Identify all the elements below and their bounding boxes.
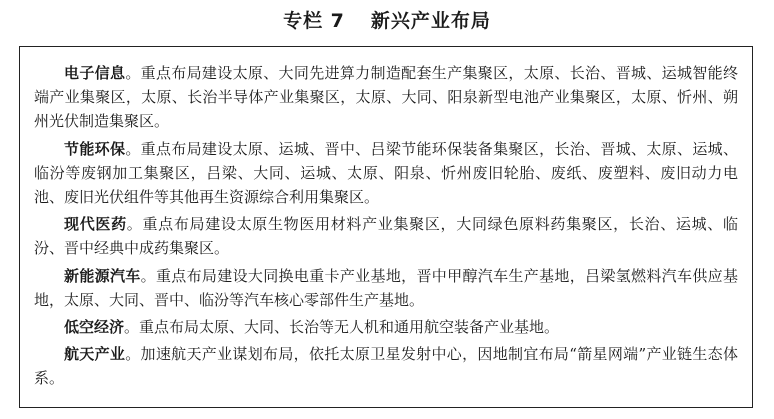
column-label: 专栏 7 bbox=[283, 10, 345, 32]
section-keyword: 航天产业 bbox=[64, 345, 126, 364]
section-text: 。重点布局建设大同换电重卡产业基地，晋中甲醇汽车生产基地，吕梁氢燃料汽车供应基地，太原、大同、晋中、临汾等汽车核心零部件生产基地。 bbox=[34, 266, 738, 309]
section-keyword: 节能环保 bbox=[64, 139, 126, 158]
section-modern-medicine bbox=[34, 212, 738, 260]
column-heading: 新兴产业布局 bbox=[370, 10, 491, 32]
section-text: 。重点布局建设太原生物医用材料产业集聚区，大同绿色原料药集聚区，长治、运城、临汾、晋中经典中成药集聚区。 bbox=[34, 215, 738, 258]
section-text: 。重点布局建设太原、运城、晋中、吕梁节能环保装备集聚区，长治、晋城、太原、运城、临汾等废钢加工集聚区，吕梁、大同、运城、太原、阳泉、忻州废旧轮胎、废纸、废塑料、废旧动力电池、废旧光伏组件等其他再生资源综合利用集聚区。 bbox=[34, 139, 738, 207]
section-text: 。加速航天产业谋划布局，依托太原卫星发射中心，因地制宜布局“箭星网端”产业链生态体系。 bbox=[34, 345, 738, 388]
section-keyword: 新能源汽车 bbox=[64, 266, 141, 285]
section-low-altitude-economy bbox=[34, 315, 738, 339]
content-box bbox=[19, 46, 753, 408]
section-keyword: 电子信息 bbox=[64, 64, 126, 82]
section-text: 。重点布局建设太原、大同先进算力制造配套生产集聚区，太原、长治、晋城、运城智能终端产业集聚区，太原、长治半导体产业集聚区，太原、大同、阳泉新型电池产业集聚区，太原、忻州、朔州光伏制造集聚区。 bbox=[34, 64, 738, 131]
section-energy-saving bbox=[34, 137, 738, 210]
section-aerospace bbox=[34, 342, 738, 390]
section-text: 。重点布局太原、大同、长治等无人机和通用航空装备产业基地。 bbox=[124, 318, 560, 337]
column-title bbox=[0, 9, 774, 33]
section-keyword: 现代医药 bbox=[64, 215, 127, 234]
section-keyword: 低空经济 bbox=[64, 318, 125, 337]
section-electronic-information bbox=[34, 61, 738, 134]
section-new-energy-vehicles bbox=[34, 264, 738, 312]
